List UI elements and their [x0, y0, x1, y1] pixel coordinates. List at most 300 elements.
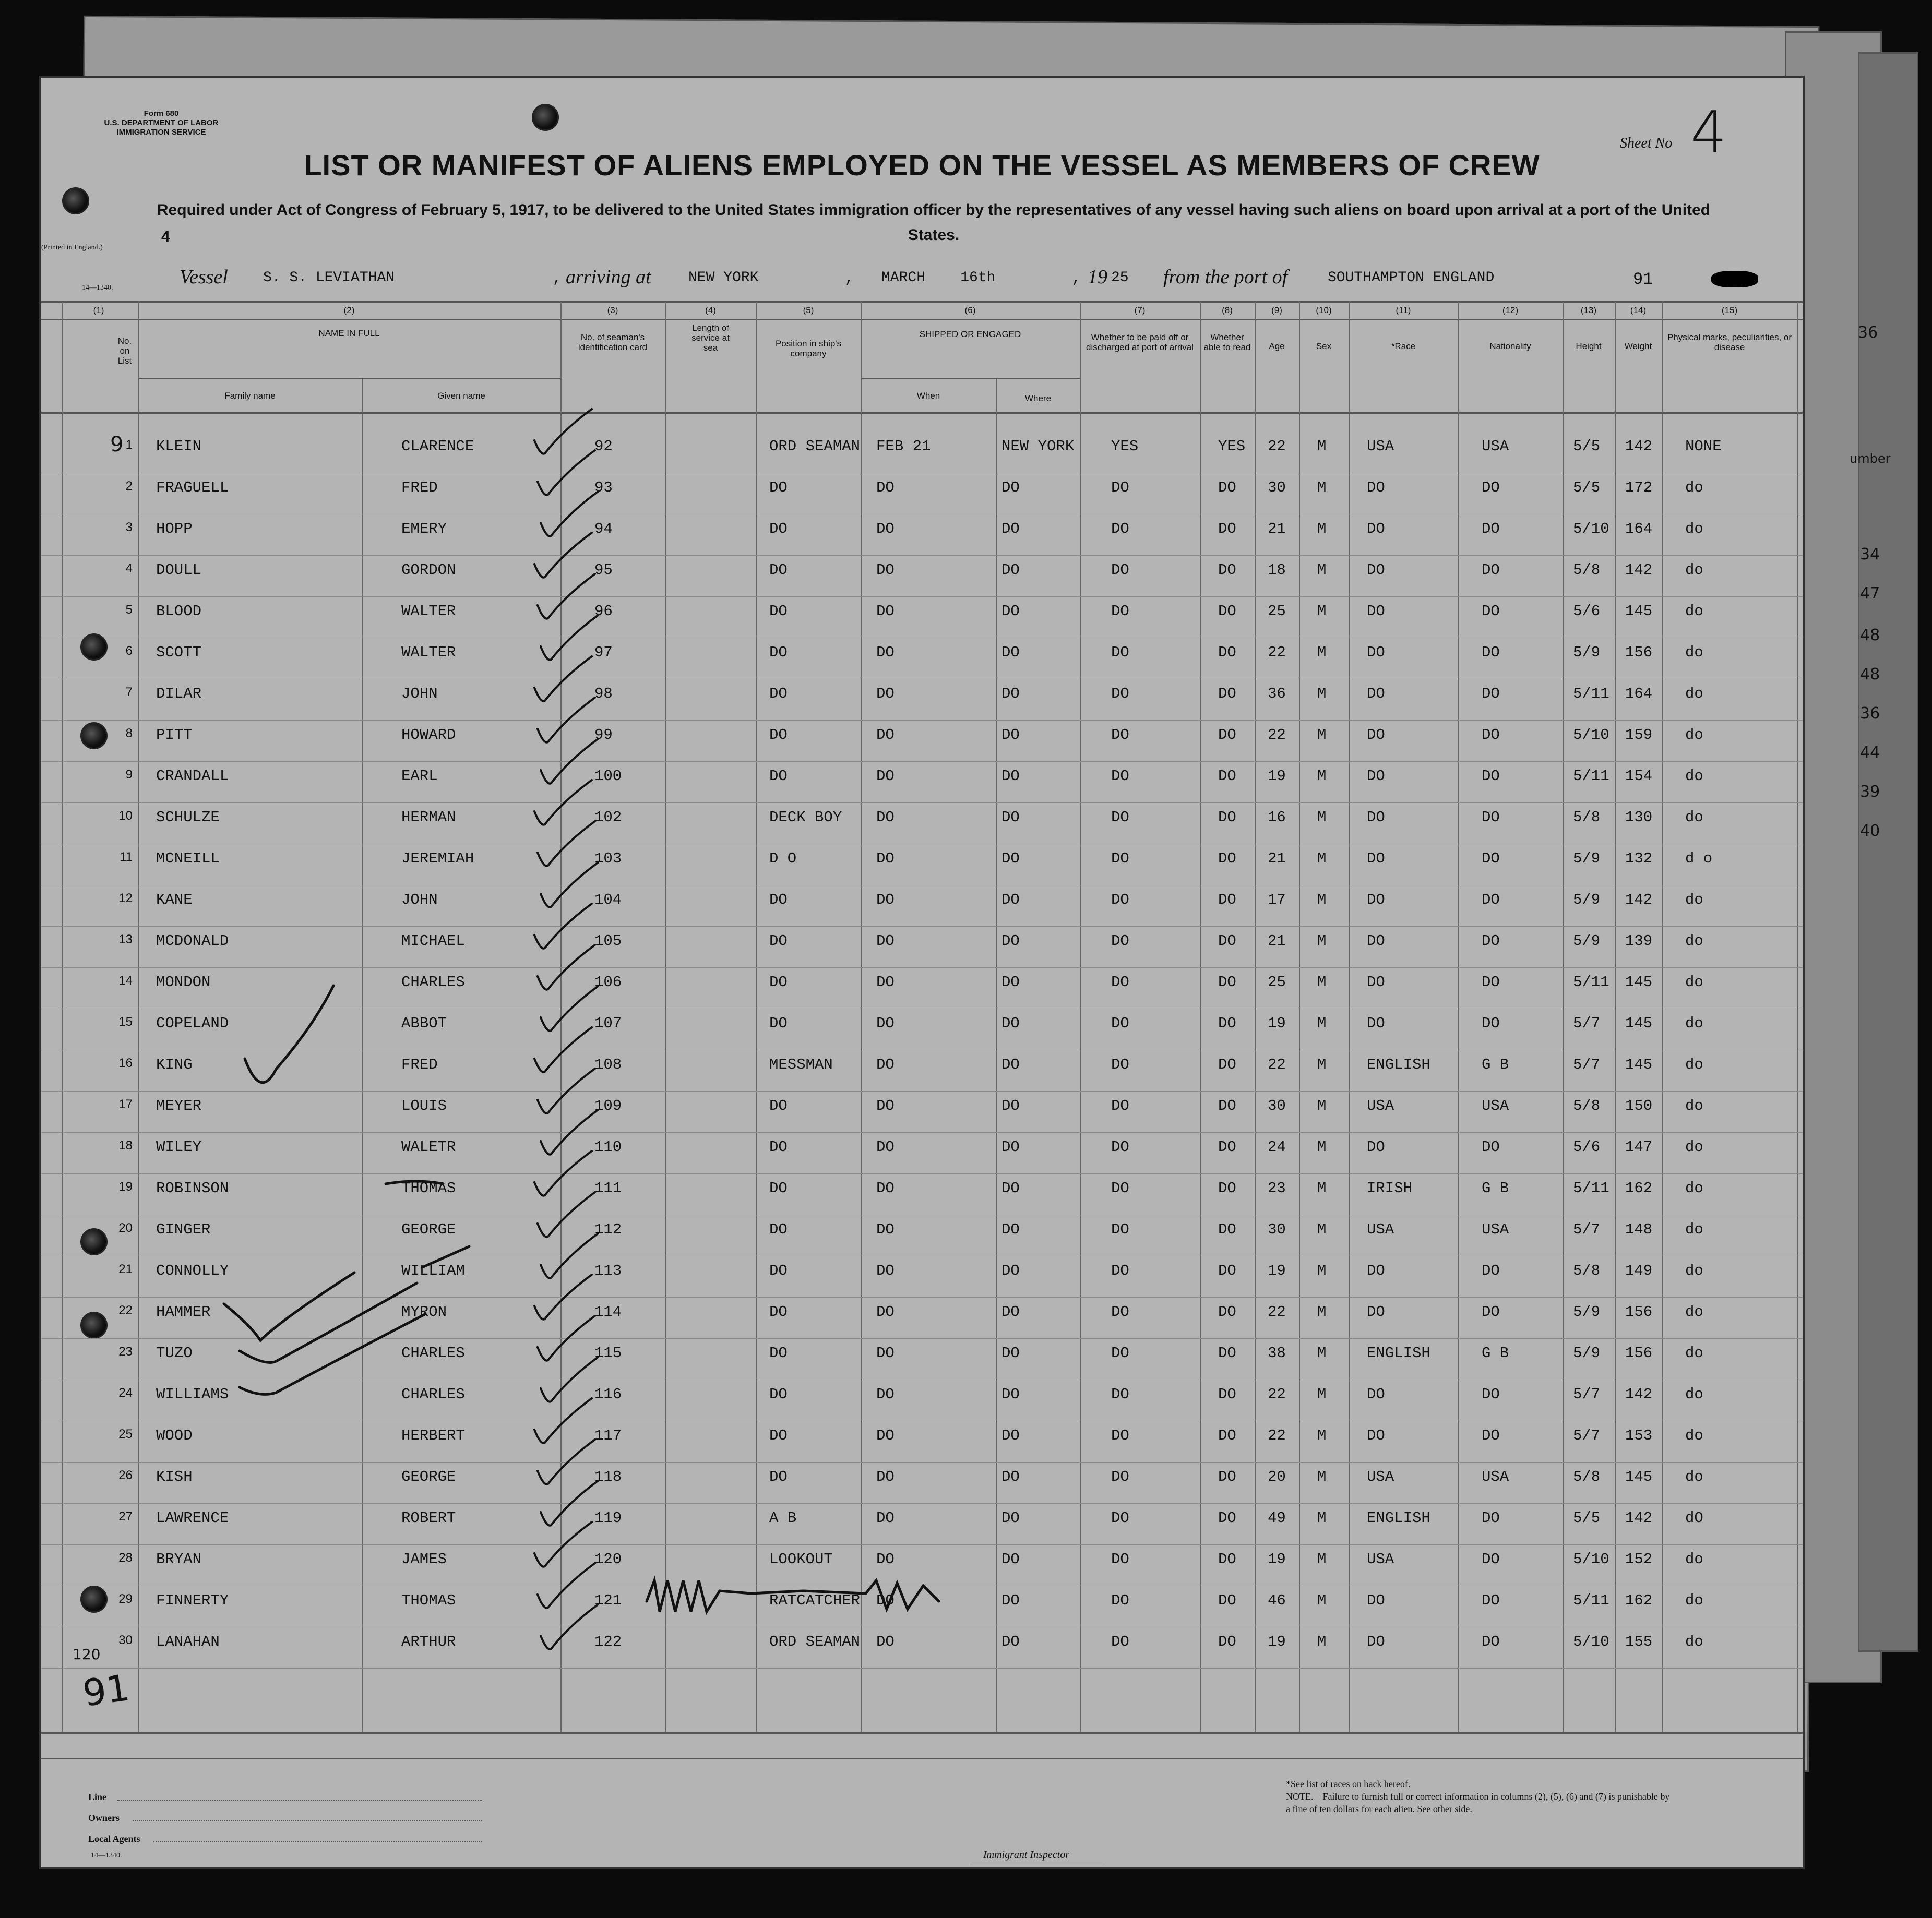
row-number: 11: [120, 850, 133, 864]
paid-off-cell: DO: [1111, 1015, 1129, 1032]
sex-cell: M: [1317, 974, 1327, 991]
service: IMMIGRATION SERVICE: [116, 128, 206, 137]
physical-marks-cell: do: [1685, 726, 1703, 744]
row-number: 22: [118, 1303, 133, 1317]
physical-marks-cell: do: [1685, 644, 1703, 661]
handwritten-row-prefix: 9: [110, 433, 124, 457]
nationality-cell: USA: [1482, 1221, 1509, 1238]
sex-cell: M: [1317, 768, 1327, 785]
able-to-read-cell: DO: [1218, 1551, 1236, 1568]
sex-cell: M: [1317, 1262, 1327, 1279]
race-cell: DO: [1367, 479, 1385, 496]
race-cell: DO: [1367, 1386, 1385, 1403]
sex-cell: M: [1317, 1509, 1327, 1527]
age-cell: 19: [1268, 1551, 1286, 1568]
shipped-where-cell: DO: [1001, 809, 1020, 826]
sex-cell: M: [1317, 685, 1327, 702]
given-name-cell: JEREMIAH: [401, 850, 474, 867]
shipped-when-cell: DO: [876, 603, 895, 620]
physical-marks-cell: do: [1685, 1138, 1703, 1156]
weight-cell: 145: [1625, 1056, 1653, 1073]
race-cell: ENGLISH: [1367, 1056, 1430, 1073]
age-cell: 38: [1268, 1345, 1286, 1362]
shipped-when-cell: DO: [876, 932, 895, 950]
card-number-cell: 106: [594, 974, 622, 991]
height-cell: 5/11: [1573, 685, 1609, 702]
age-cell: 21: [1268, 850, 1286, 867]
weight-cell: 159: [1625, 726, 1653, 744]
paid-off-cell: DO: [1111, 520, 1129, 537]
card-number-cell: 97: [594, 644, 613, 661]
race-cell: DO: [1367, 768, 1385, 785]
sex-cell: M: [1317, 479, 1327, 496]
arriving-port: NEW YORK: [688, 270, 759, 286]
given-name-cell: EARL: [401, 768, 438, 785]
nationality-cell: DO: [1482, 1427, 1500, 1444]
age-cell: 30: [1268, 1097, 1286, 1114]
given-name-cell: JOHN: [401, 891, 438, 908]
family-name-cell: WOOD: [156, 1427, 193, 1444]
form-number: Form 680: [144, 109, 179, 118]
shipped-when-cell: DO: [876, 1303, 895, 1321]
height-cell: 5/11: [1573, 1592, 1609, 1609]
age-cell: 17: [1268, 891, 1286, 908]
age-cell: 21: [1268, 520, 1286, 537]
row-number: 17: [118, 1097, 133, 1111]
paid-off-cell: DO: [1111, 768, 1129, 785]
sex-cell: M: [1317, 1015, 1327, 1032]
physical-marks-cell: do: [1685, 1386, 1703, 1403]
paid-off-cell: DO: [1111, 1551, 1129, 1568]
position-cell: DO: [769, 1262, 788, 1279]
arrival-date: MARCH 16th: [881, 270, 996, 286]
shipped-when-cell: DO: [876, 726, 895, 744]
age-cell: 49: [1268, 1509, 1286, 1527]
able-to-read-cell: DO: [1218, 1056, 1236, 1073]
sex-cell: M: [1317, 891, 1327, 908]
sex-cell: M: [1317, 1345, 1327, 1362]
age-cell: 36: [1268, 685, 1286, 702]
position-cell: DO: [769, 1468, 788, 1485]
paid-off-cell: DO: [1111, 974, 1129, 991]
position-cell: DO: [769, 603, 788, 620]
check-mark: [538, 574, 595, 619]
inspector-label: Immigrant Inspector: [983, 1849, 1069, 1861]
position-cell: DO: [769, 1345, 788, 1362]
paid-off-cell: DO: [1111, 1303, 1129, 1321]
physical-marks-cell: do: [1685, 1262, 1703, 1279]
height-cell: 5/9: [1573, 1345, 1601, 1362]
able-to-read-cell: DO: [1218, 1509, 1236, 1527]
shipped-when-cell: DO: [876, 1509, 895, 1527]
footer-agents-dots: [153, 1841, 482, 1842]
given-name-cell: GEORGE: [401, 1468, 456, 1485]
able-to-read-cell: DO: [1218, 561, 1236, 579]
weight-cell: 142: [1625, 1509, 1653, 1527]
col-head-service: Length of service at sea: [691, 323, 730, 353]
weight-cell: 147: [1625, 1138, 1653, 1156]
age-cell: 22: [1268, 726, 1286, 744]
height-cell: 5/6: [1573, 1138, 1601, 1156]
shipped-where-cell: DO: [1001, 974, 1020, 991]
given-name-cell: MICHAEL: [401, 932, 465, 950]
nationality-cell: DO: [1482, 932, 1500, 950]
card-number-cell: 118: [594, 1468, 622, 1485]
sex-cell: M: [1317, 1180, 1327, 1197]
subhead-family: Family name: [224, 391, 276, 401]
physical-marks-cell: do: [1685, 809, 1703, 826]
position-cell: DECK BOY: [769, 809, 842, 826]
card-number-cell: 108: [594, 1056, 622, 1073]
physical-marks-cell: do: [1685, 561, 1703, 579]
weight-cell: 153: [1625, 1427, 1653, 1444]
shipped-when-cell: DO: [876, 520, 895, 537]
family-name-cell: WILLIAMS: [156, 1386, 229, 1403]
sex-cell: M: [1317, 1427, 1327, 1444]
nationality-cell: DO: [1482, 561, 1500, 579]
weight-cell: 145: [1625, 974, 1653, 991]
shipped-where-cell: NEW YORK: [1001, 438, 1075, 455]
voyage-number: 91: [1633, 270, 1653, 289]
check-mark: [541, 1110, 598, 1155]
able-to-read-cell: DO: [1218, 479, 1236, 496]
row-number: 15: [118, 1015, 133, 1029]
card-number-cell: 107: [594, 1015, 622, 1032]
footer-line-label: Line: [88, 1792, 107, 1802]
physical-marks-cell: dO: [1685, 1509, 1703, 1527]
check-mark: [541, 492, 598, 536]
height-cell: 5/8: [1573, 809, 1601, 826]
check-mark: [534, 533, 592, 578]
position-cell: DO: [769, 1221, 788, 1238]
paid-off-cell: DO: [1111, 1180, 1129, 1197]
position-cell: DO: [769, 932, 788, 950]
shipped-when-cell: FEB 21: [876, 438, 931, 455]
family-name-cell: HOPP: [156, 520, 193, 537]
able-to-read-cell: DO: [1218, 974, 1236, 991]
family-name-cell: FRAGUELL: [156, 479, 229, 496]
height-cell: 5/5: [1573, 1509, 1601, 1527]
able-to-read-cell: DO: [1218, 520, 1236, 537]
able-to-read-cell: DO: [1218, 1262, 1236, 1279]
height-cell: 5/10: [1573, 1633, 1609, 1650]
row-number: 30: [118, 1633, 133, 1647]
able-to-read-cell: YES: [1218, 438, 1246, 455]
check-mark: [538, 1316, 595, 1361]
shipped-where-cell: DO: [1001, 726, 1020, 744]
row-number: 13: [118, 932, 133, 946]
card-number-cell: 117: [594, 1427, 622, 1444]
race-cell: DO: [1367, 1303, 1385, 1321]
year-suffix: 25: [1111, 270, 1129, 286]
family-name-cell: WILEY: [156, 1138, 202, 1156]
physical-marks-cell: do: [1685, 1468, 1703, 1485]
physical-marks-cell: do: [1685, 1056, 1703, 1073]
position-cell: DO: [769, 974, 788, 991]
family-name-cell: MEYER: [156, 1097, 202, 1114]
row-number: 7: [125, 685, 133, 699]
colnum: (9): [1271, 305, 1282, 315]
shipped-where-cell: DO: [1001, 850, 1020, 867]
row-number: 25: [118, 1427, 133, 1441]
shipped-where-cell: DO: [1001, 1262, 1020, 1279]
age-cell: 19: [1268, 1633, 1286, 1650]
height-cell: 5/7: [1573, 1386, 1601, 1403]
race-cell: DO: [1367, 1015, 1385, 1032]
shipped-when-cell: DO: [876, 1592, 895, 1609]
physical-marks-cell: do: [1685, 1633, 1703, 1650]
position-cell: LOOKOUT: [769, 1551, 833, 1568]
shipped-when-cell: DO: [876, 1633, 895, 1650]
card-number-cell: 116: [594, 1386, 622, 1403]
given-name-cell: JOHN: [401, 685, 438, 702]
nationality-cell: DO: [1482, 1509, 1500, 1527]
weight-cell: 162: [1625, 1592, 1653, 1609]
signature-scribble: [647, 1580, 939, 1612]
paid-off-cell: DO: [1111, 932, 1129, 950]
from-port: SOUTHAMPTON ENGLAND: [1328, 270, 1495, 286]
race-cell: DO: [1367, 603, 1385, 620]
position-cell: ORD SEAMAN: [769, 1633, 861, 1650]
age-cell: 22: [1268, 1386, 1286, 1403]
race-cell: DO: [1367, 520, 1385, 537]
given-name-cell: CHARLES: [401, 974, 465, 991]
large-checkmark: [240, 1314, 425, 1394]
weight-cell: 152: [1625, 1551, 1653, 1568]
colnum: (14): [1630, 305, 1647, 315]
shipped-where-cell: DO: [1001, 1386, 1020, 1403]
physical-marks-cell: do: [1685, 1551, 1703, 1568]
row-number: 10: [118, 809, 133, 823]
right-edge-note: 39: [1860, 783, 1880, 801]
shipped-where-cell: DO: [1001, 1468, 1020, 1485]
given-name-cell: MYRON: [401, 1303, 447, 1321]
footer-agents-label: Local Agents: [88, 1833, 140, 1844]
handwritten-total-a: 120: [73, 1646, 101, 1663]
nationality-cell: DO: [1482, 1138, 1500, 1156]
subhead-when: When: [916, 391, 940, 401]
physical-marks-cell: do: [1685, 1345, 1703, 1362]
shipped-where-cell: DO: [1001, 1345, 1020, 1362]
sex-cell: M: [1317, 726, 1327, 744]
family-name-cell: SCHULZE: [156, 809, 220, 826]
weight-cell: 164: [1625, 520, 1653, 537]
card-number-cell: 111: [594, 1180, 622, 1197]
position-cell: DO: [769, 644, 788, 661]
colnum: (6): [964, 305, 976, 315]
row-number: 12: [118, 891, 133, 905]
race-cell: ENGLISH: [1367, 1345, 1430, 1362]
shipped-where-cell: DO: [1001, 644, 1020, 661]
right-edge-note: 36: [1860, 704, 1880, 723]
paid-off-cell: DO: [1111, 1468, 1129, 1485]
able-to-read-cell: DO: [1218, 1345, 1236, 1362]
height-cell: 5/9: [1573, 644, 1601, 661]
check-mark: [534, 1275, 592, 1320]
row-number: 2: [125, 479, 133, 493]
shipped-when-cell: DO: [876, 974, 895, 991]
shipped-where-cell: DO: [1001, 1427, 1020, 1444]
check-mark: [541, 1481, 598, 1526]
height-cell: 5/7: [1573, 1056, 1601, 1073]
card-number-cell: 122: [594, 1633, 622, 1650]
paid-off-cell: DO: [1111, 891, 1129, 908]
weight-cell: 145: [1625, 1015, 1653, 1032]
check-mark: [541, 615, 598, 660]
nationality-cell: DO: [1482, 1633, 1500, 1650]
card-number-cell: 93: [594, 479, 613, 496]
paid-off-cell: DO: [1111, 1262, 1129, 1279]
shipped-when-cell: DO: [876, 1386, 895, 1403]
row-number: 9: [125, 768, 133, 782]
shipped-when-cell: DO: [876, 768, 895, 785]
race-cell: USA: [1367, 1468, 1394, 1485]
given-name-cell: FRED: [401, 479, 438, 496]
subhead-given: Given name: [437, 391, 485, 401]
sex-cell: M: [1317, 644, 1327, 661]
position-cell: ORD SEAMAN: [769, 438, 861, 455]
height-cell: 5/9: [1573, 850, 1601, 867]
height-cell: 5/11: [1573, 1180, 1609, 1197]
family-name-cell: MCDONALD: [156, 932, 229, 950]
shipped-where-cell: DO: [1001, 932, 1020, 950]
paid-off-cell: DO: [1111, 1633, 1129, 1650]
height-cell: 5/7: [1573, 1427, 1601, 1444]
race-cell: ENGLISH: [1367, 1509, 1430, 1527]
check-mark: [534, 656, 592, 701]
separator-comma: ,: [845, 271, 854, 287]
race-cell: DO: [1367, 726, 1385, 744]
nationality-cell: DO: [1482, 1386, 1500, 1403]
nationality-cell: DO: [1482, 479, 1500, 496]
family-name-cell: DOULL: [156, 561, 202, 579]
paid-off-cell: DO: [1111, 561, 1129, 579]
nationality-cell: DO: [1482, 685, 1500, 702]
vessel-name: S. S. LEVIATHAN: [263, 270, 395, 286]
colnum: (8): [1222, 305, 1233, 315]
nationality-cell: DO: [1482, 603, 1500, 620]
card-number-cell: 95: [594, 561, 613, 579]
race-cell: DO: [1367, 1262, 1385, 1279]
row-number: 5: [125, 603, 133, 617]
family-name-cell: MONDON: [156, 974, 211, 991]
position-cell: D O: [769, 850, 797, 867]
age-cell: 21: [1268, 932, 1286, 950]
sex-cell: M: [1317, 809, 1327, 826]
race-cell: DO: [1367, 850, 1385, 867]
family-name-cell: GINGER: [156, 1221, 211, 1238]
height-cell: 5/8: [1573, 561, 1601, 579]
given-name-cell: WALTER: [401, 603, 456, 620]
physical-marks-cell: do: [1685, 1180, 1703, 1197]
shipped-when-cell: DO: [876, 1427, 895, 1444]
row-number: 6: [125, 644, 133, 658]
page-subtitle: Required under Act of Congress of February 5, 1917, to be delivered to the United States immigration officer by the representatives of any vessel having such aliens on board upon arrival at a port of the United States.: [157, 201, 1711, 244]
col-head-nationality: Nationality: [1489, 341, 1531, 351]
sex-cell: M: [1317, 1633, 1327, 1650]
sex-cell: M: [1317, 603, 1327, 620]
weight-cell: 142: [1625, 561, 1653, 579]
able-to-read-cell: DO: [1218, 685, 1236, 702]
nationality-cell: USA: [1482, 1468, 1509, 1485]
family-name-cell: KLEIN: [156, 438, 202, 455]
check-mark: [534, 904, 592, 949]
paid-off-cell: DO: [1111, 1056, 1129, 1073]
shipped-when-cell: DO: [876, 1097, 895, 1114]
sex-cell: M: [1317, 1551, 1327, 1568]
age-cell: 22: [1268, 1303, 1286, 1321]
paid-off-cell: DO: [1111, 1592, 1129, 1609]
able-to-read-cell: DO: [1218, 644, 1236, 661]
arriving-label: arriving at: [566, 266, 651, 288]
height-cell: 5/8: [1573, 1262, 1601, 1279]
colnum: (2): [343, 305, 355, 315]
card-number-cell: 94: [594, 520, 613, 537]
race-cell: DO: [1367, 1138, 1385, 1156]
card-number-cell: 102: [594, 809, 622, 826]
row-number: 1: [125, 438, 133, 452]
weight-cell: 156: [1625, 644, 1653, 661]
right-edge-note: 48: [1860, 626, 1880, 644]
family-name-cell: KING: [156, 1056, 193, 1073]
physical-marks-cell: do: [1685, 768, 1703, 785]
shipped-when-cell: DO: [876, 685, 895, 702]
row-number: 20: [118, 1221, 133, 1235]
row-number: 21: [118, 1262, 133, 1276]
age-cell: 25: [1268, 603, 1286, 620]
height-cell: 5/11: [1573, 768, 1609, 785]
able-to-read-cell: DO: [1218, 1386, 1236, 1403]
row-number: 4: [125, 561, 133, 576]
physical-marks-cell: do: [1685, 685, 1703, 702]
colnum: (11): [1396, 305, 1411, 315]
paid-off-cell: DO: [1111, 644, 1129, 661]
nationality-cell: G B: [1482, 1345, 1509, 1362]
weight-cell: 139: [1625, 932, 1653, 950]
shipped-where-cell: DO: [1001, 561, 1020, 579]
right-edge-note: 47: [1860, 584, 1880, 603]
weight-cell: 130: [1625, 809, 1653, 826]
race-cell: DO: [1367, 1427, 1385, 1444]
age-cell: 24: [1268, 1138, 1286, 1156]
nationality-cell: USA: [1482, 1097, 1509, 1114]
nationality-cell: DO: [1482, 1262, 1500, 1279]
shipped-when-cell: DO: [876, 1138, 895, 1156]
weight-cell: 148: [1625, 1221, 1653, 1238]
family-name-cell: CRANDALL: [156, 768, 229, 785]
check-mark: [538, 821, 595, 866]
col-head-paid: Whether to be paid off or discharged at port of arrival: [1086, 332, 1194, 352]
position-cell: RATCATCHER: [769, 1592, 861, 1609]
age-cell: 18: [1268, 561, 1286, 579]
family-name-cell: KISH: [156, 1468, 193, 1485]
position-cell: DO: [769, 479, 788, 496]
sex-cell: M: [1317, 1221, 1327, 1238]
weight-cell: 142: [1625, 438, 1653, 455]
sex-cell: M: [1317, 520, 1327, 537]
age-cell: 46: [1268, 1592, 1286, 1609]
paid-off-cell: DO: [1111, 603, 1129, 620]
separator-comma: ,: [1072, 271, 1081, 287]
shipped-where-cell: DO: [1001, 1056, 1020, 1073]
nationality-cell: DO: [1482, 768, 1500, 785]
able-to-read-cell: DO: [1218, 603, 1236, 620]
nationality-cell: DO: [1482, 1303, 1500, 1321]
shipped-when-cell: DO: [876, 809, 895, 826]
nationality-cell: DO: [1482, 850, 1500, 867]
given-name-cell: HOWARD: [401, 726, 456, 744]
given-name-cell: CHARLES: [401, 1386, 465, 1403]
